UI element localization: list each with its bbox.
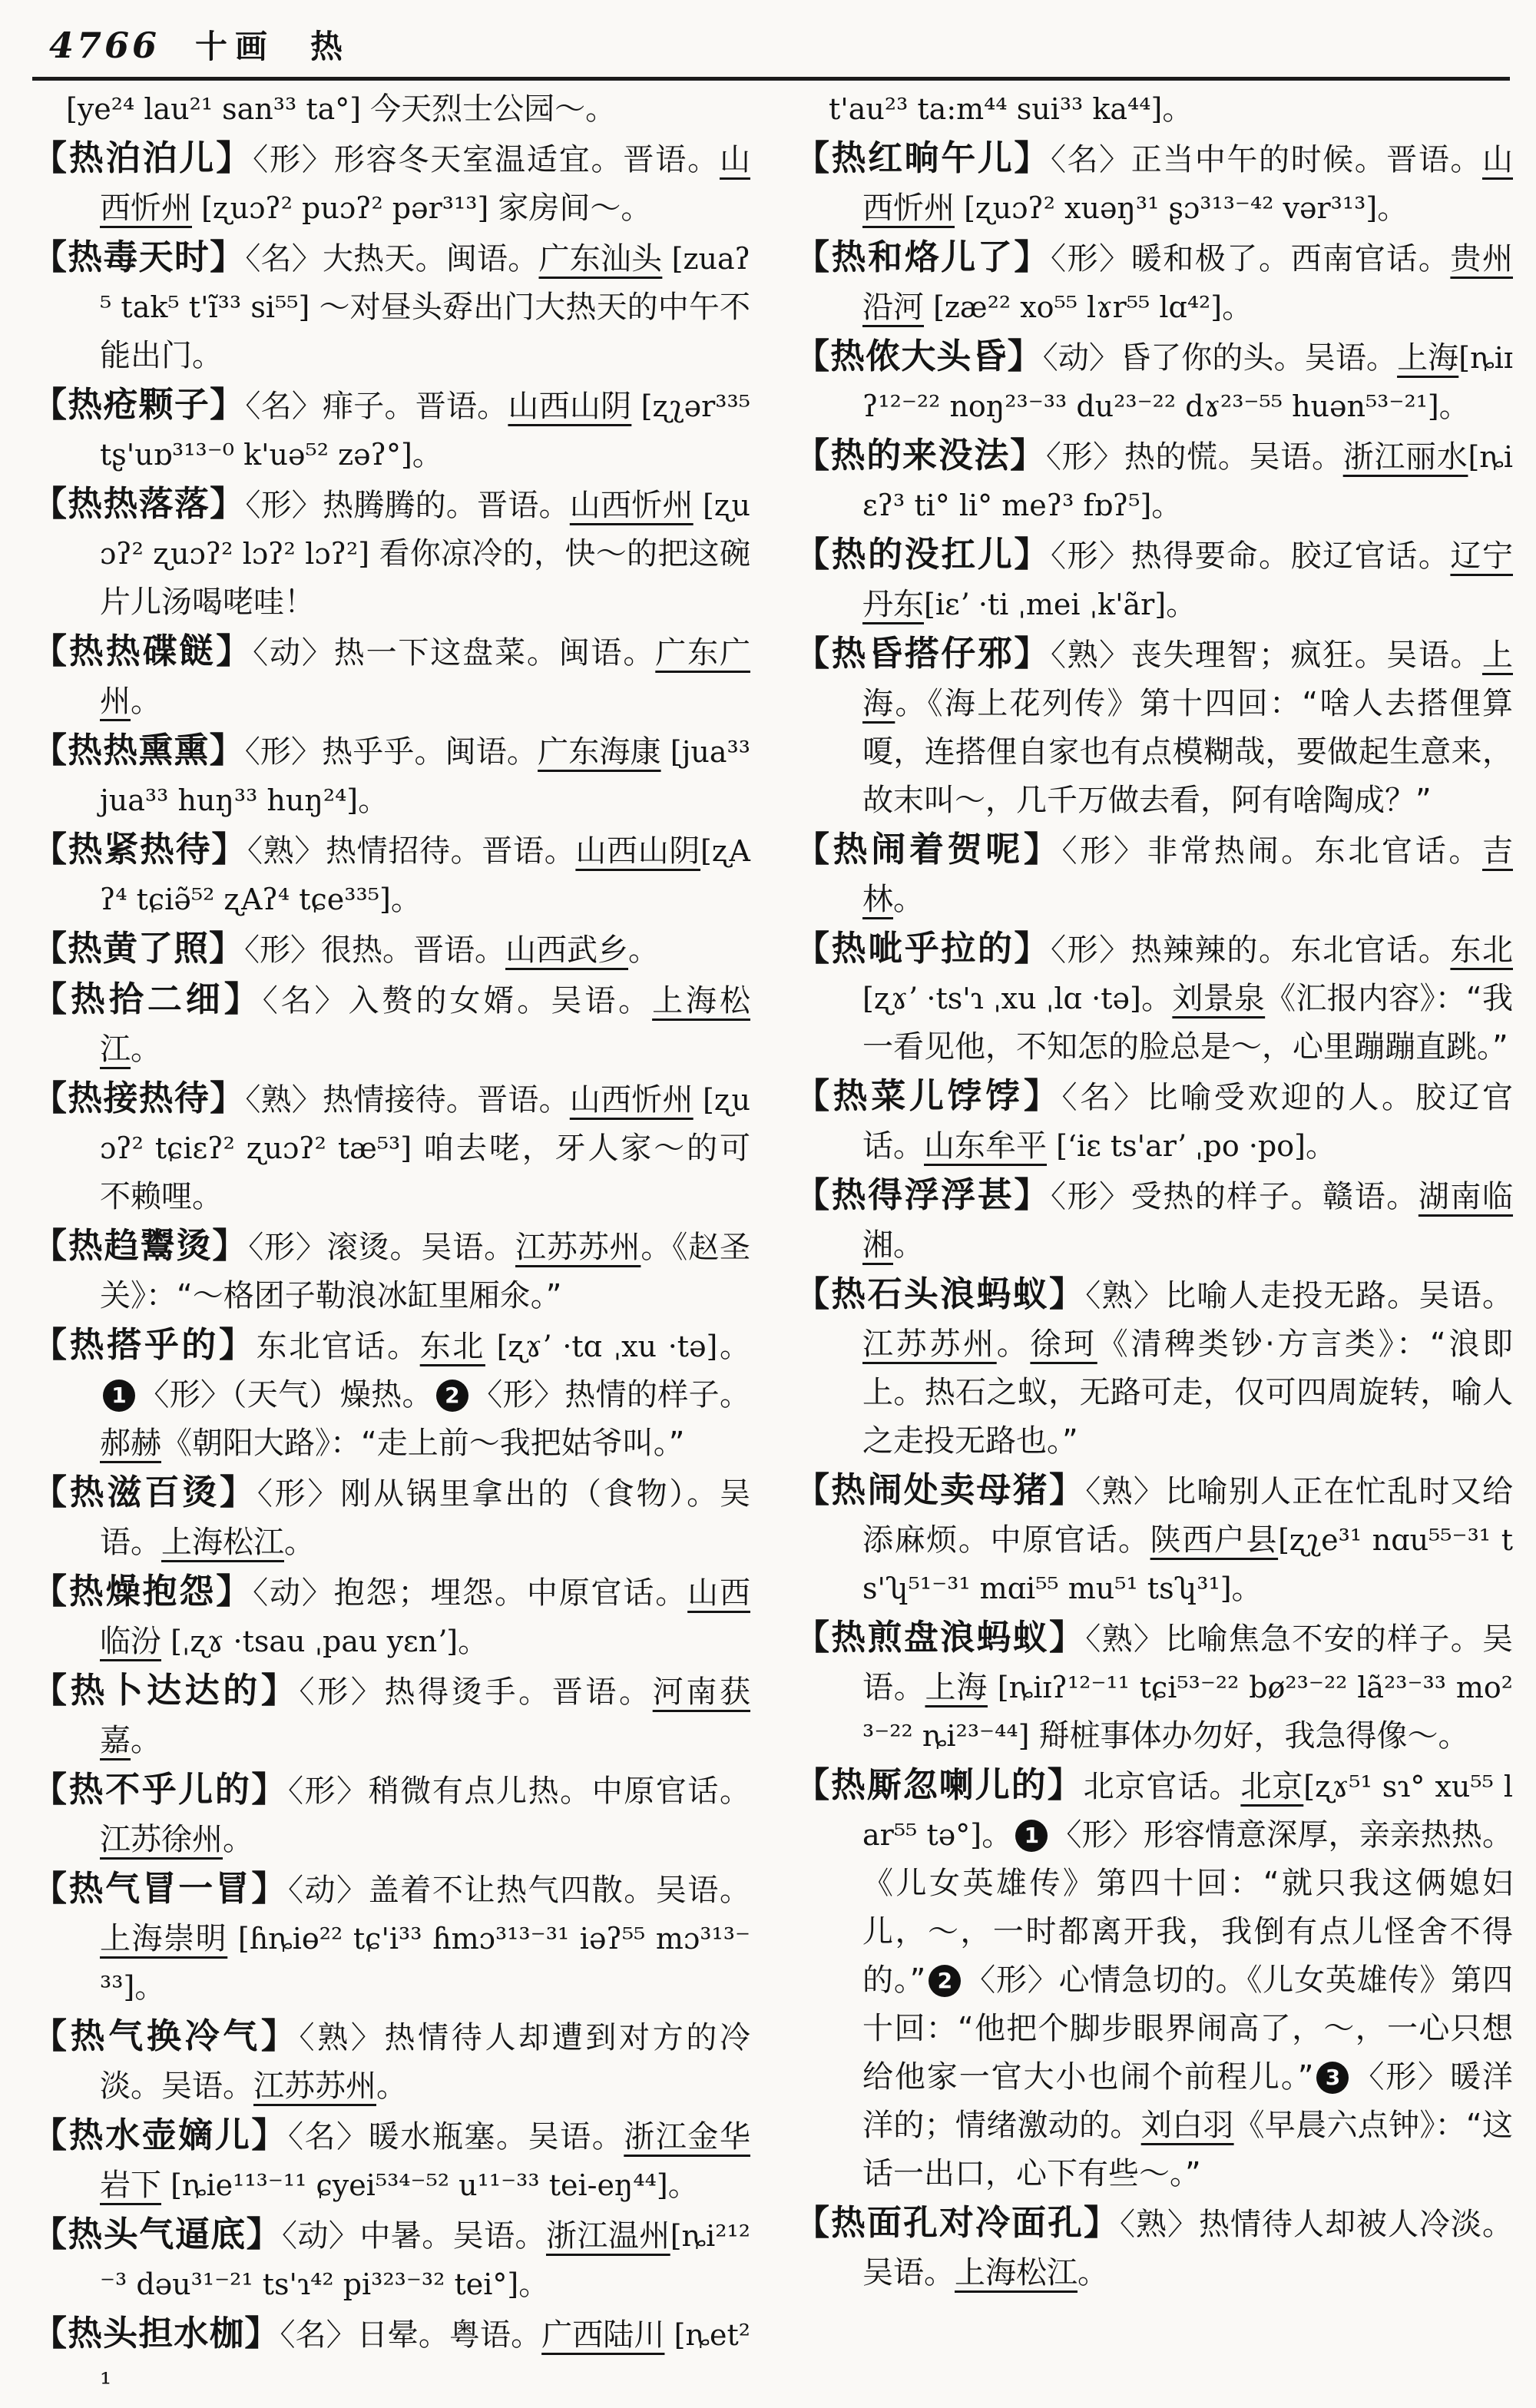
- dictionary-entry: [32, 380, 750, 479]
- entry-headword: 【热搭乎的】: [32, 1324, 257, 1365]
- entry-definition-text: 。: [412, 437, 443, 472]
- entry-place-name: 山西山阴: [575, 833, 701, 869]
- entry-definition-text: 。: [131, 1032, 161, 1067]
- entry-ipa-transcription: [ʐʅe³¹ nɑu⁵⁵⁻³¹ ts'ʮ⁵¹⁻³¹ mɑi⁵⁵ mu⁵¹ tsʮ³¹]: [862, 1523, 1514, 1605]
- entry-definition-text: 〈动〉中暑。吴语。: [282, 2218, 546, 2254]
- entry-definition-text: 〈名〉痱子。晋语。: [245, 389, 508, 424]
- entry-place-name: 山西忻州: [100, 142, 750, 226]
- entry-definition-text: 。: [667, 2168, 699, 2203]
- entry-definition-text: 〈形〉（天气）燥热。: [138, 1377, 433, 1413]
- stroke-section-label: 十画: [195, 28, 276, 65]
- entry-definition-text: 。: [893, 882, 924, 917]
- entry-place-name: 上海松江: [955, 2255, 1078, 2290]
- entry-definition-text: 搿桩事体办勿好，我急得像～。: [1038, 1718, 1469, 1754]
- entry-definition-text: 。: [134, 1969, 166, 2005]
- dictionary-entry: [795, 332, 1513, 431]
- entry-place-name: 江苏苏州: [862, 1327, 997, 1362]
- entry-definition-text: 〈熟〉热情招待。晋语。: [247, 833, 576, 869]
- circled-sense-number: 1: [103, 1380, 135, 1412]
- entry-headword: 【热菜儿饽饽】: [795, 1075, 1062, 1116]
- dictionary-entry: [32, 1765, 750, 1864]
- header-rule: [32, 77, 1510, 81]
- entry-definition-text: 《朝阳大路》：“走上前～我把姑爷叫。”: [161, 1426, 685, 1461]
- dictionary-entry: [32, 233, 750, 380]
- entry-definition-text: 〈形〉热腾腾的。晋语。: [245, 488, 570, 523]
- entry-definition-text: 〈形〉热辣辣的。东北官话。: [1051, 932, 1451, 968]
- entry-ipa-transcription: [ȵiɪʔ¹²⁻²² noŋ²³⁻³³ du²³⁻²² dɤ²³⁻⁵⁵ huən⁵³⁻²¹]: [862, 341, 1514, 423]
- entry-definition-text: 〈动〉盖着不让热气四散。吴语。: [288, 1873, 750, 1908]
- entry-definition-text: 〈名〉暖水瓶塞。吴语。: [288, 2119, 624, 2155]
- entry-definition-text: 〈形〉热的慌。吴语。: [1045, 439, 1343, 475]
- entry-place-name: 刘景泉: [1172, 981, 1266, 1016]
- entry-ipa-transcription: [iɛʼ ·ti ˌmei ˌk'ãr]: [924, 588, 1167, 621]
- dictionary-entry: [795, 1072, 1513, 1171]
- entry-definition-text: 。: [628, 932, 660, 968]
- entry-place-name: 刘白羽: [1140, 2108, 1234, 2143]
- entry-definition-text: 〈名〉日晕。粤语。: [280, 2317, 542, 2353]
- entry-place-name: 东北: [1450, 932, 1513, 968]
- entry-ipa-transcription: [zæ²² xo⁵⁵ lɤr⁵⁵ lɑ⁴²]: [924, 290, 1223, 324]
- entry-headword: 【热煎盘浪蚂蚁】: [795, 1617, 1086, 1658]
- entry-ipa-transcription: [ʐʅər³³⁵ tʂ'uɒ³¹³⁻⁰ k'uə⁵² zəʔ°]: [100, 389, 751, 472]
- dictionary-entry: [32, 975, 750, 1074]
- circled-sense-number: 3: [1316, 2062, 1349, 2094]
- entry-headword: 【热拾二细】: [32, 979, 263, 1019]
- entry-definition-text: 〈形〉热乎乎。闽语。: [244, 734, 538, 770]
- entry-ipa-transcription: [ȵi²¹²⁻³ dəu³¹⁻²¹ ts'ɿ⁴² pi³²³⁻³² tei°]: [100, 2219, 750, 2301]
- entry-place-name: 上海: [925, 1670, 988, 1705]
- left-column: [32, 85, 750, 2408]
- entry-definition-text: 。《海上花列传》第十四回：“啥人去搭俚算嗄，连搭俚自家也有点模糊哉，要做起生意来，故末叫～，几千万做去看，阿有啥陶成？”: [862, 686, 1514, 818]
- entry-definition-text: 。: [1078, 2255, 1108, 2290]
- entry-ipa-transcription: [ʐɤʼ ·tɑ ˌxu ·tə]: [485, 1330, 718, 1363]
- entry-headword: 【热的没扛儿】: [795, 534, 1051, 575]
- entry-definition-text: 。《赵圣关》：“～格团子勒浪冰缸里厢氽。”: [100, 1230, 751, 1313]
- entry-definition-text: 〈形〉滚烫。吴语。: [248, 1230, 515, 1265]
- entry-definition-text: 。: [1231, 1571, 1263, 1606]
- entry-definition-text: 〈形〉热得要命。胶辽官话。: [1051, 538, 1451, 574]
- circled-sense-number: 2: [929, 1965, 961, 1997]
- entry-place-name: 河南获嘉: [100, 1674, 751, 1758]
- entry-headword: 【热滋百烫】: [32, 1472, 257, 1512]
- entry-headword: 【热紧热待】: [32, 829, 248, 869]
- dictionary-entry: [795, 1270, 1513, 1466]
- dictionary-entry: [795, 1171, 1513, 1270]
- entry-definition-text: 。: [893, 1227, 924, 1263]
- entry-headword: 【热和烙儿了】: [795, 237, 1051, 277]
- entry-definition-text: 〈名〉入赘的女婿。吴语。: [262, 983, 653, 1019]
- dictionary-entry: [32, 1320, 750, 1468]
- entry-place-name: 山西临汾: [100, 1575, 750, 1659]
- section-character: 热: [310, 28, 351, 65]
- entry-headword: 【热呲乎拉的】: [795, 928, 1051, 969]
- entry-ipa-transcription: [zuaʔ⁵ tak⁵ t'ĩ³³ si⁵⁵]: [100, 242, 751, 324]
- dictionary-entry: [32, 2210, 750, 2309]
- entry-place-name: 上海: [1397, 340, 1459, 376]
- entry-definition-text: 〈形〉刚从锅里拿出的（食物）。吴语。: [100, 1476, 750, 1560]
- entry-definition-text: 〈形〉热情的样子。: [471, 1377, 751, 1413]
- entry-place-name: 山西忻州: [569, 488, 694, 523]
- entry-ipa-transcription: t'au²³ ta:m⁴⁴ sui³³ ka⁴⁴]: [829, 92, 1163, 126]
- entry-headword: 【热不乎儿的】: [32, 1769, 288, 1810]
- entry-ipa-transcription: [ʐuɔʔ² ʐuɔʔ² lɔʔ² lɔʔ²]: [100, 489, 750, 571]
- dictionary-entry: [32, 2012, 750, 2111]
- page-header: [32, 22, 1513, 66]
- entry-definition-text: 。: [458, 1624, 489, 1659]
- entry-definition-text: 今天烈士公园～。: [370, 91, 617, 127]
- dictionary-entry: [795, 2198, 1513, 2297]
- entry-definition-text: 北京官话。: [1083, 1769, 1241, 1804]
- entry-headword: 【热燥抱怨】: [32, 1571, 253, 1611]
- entry-ipa-transcription: [ȵiɛʔ³ ti° li° meʔ³ fɒʔ⁵]: [862, 440, 1514, 522]
- entry-definition-text: 。: [131, 684, 161, 719]
- entry-place-name: 山西武乡: [505, 932, 629, 968]
- dictionary-entry: [795, 825, 1513, 924]
- entry-definition-text: 。: [358, 783, 389, 818]
- entry-definition-text: 。: [996, 1327, 1031, 1362]
- entry-headword: 【热热碟餸】: [32, 631, 253, 671]
- entry-definition-text: 。: [1151, 488, 1183, 523]
- dictionary-entry: [32, 1666, 750, 1765]
- entry-headword: 【热头担水枷】: [32, 2313, 280, 2353]
- entry-definition-text: 〈动〉热一下这盘菜。闽语。: [253, 635, 656, 671]
- entry-headword: 【热水壶嫡儿】: [32, 2115, 288, 2155]
- right-column: [795, 85, 1513, 2297]
- entry-definition-text: 看你凉冷的，快～的把这碗片儿汤喝咾哇！: [100, 536, 751, 620]
- entry-place-name: 上海: [862, 638, 1513, 721]
- entry-headword: 【热疮颗子】: [32, 384, 246, 425]
- circled-sense-number: 1: [1015, 1820, 1048, 1852]
- entry-definition-text: 家房间～。: [498, 190, 652, 226]
- entry-ipa-transcription: [ʻiɛ ts'arʼ ˌpo ·po]: [1047, 1129, 1306, 1163]
- circled-sense-number: 2: [436, 1380, 468, 1412]
- entry-definition-text: 〈名〉正当中午的时候。晋语。: [1051, 142, 1482, 177]
- entry-headword: 【热泊泊儿】: [32, 137, 253, 178]
- entry-ipa-transcription: [ʐuɔʔ² puɔʔ² pər³¹³]: [192, 191, 498, 225]
- entry-continuation: [795, 85, 1513, 134]
- entry-definition-text: 〈形〉形容冬天室温适宜。晋语。: [253, 142, 720, 177]
- entry-definition-text: 东北官话。: [256, 1329, 420, 1364]
- entry-place-name: 广东汕头: [538, 241, 663, 277]
- entry-definition-text: 。: [1166, 587, 1197, 622]
- entry-definition-text: 。: [717, 1329, 750, 1364]
- entry-place-name: 广东广州: [100, 635, 750, 719]
- entry-definition-text: 。: [390, 882, 422, 917]
- entry-place-name: 郝赫: [100, 1426, 161, 1461]
- entry-definition-text: 。: [518, 2267, 550, 2302]
- entry-ipa-transcription: [ʐɤ⁵¹ sɿ° xu⁵⁵ lar⁵⁵ tə°]: [862, 1770, 1513, 1852]
- entry-place-name: 浙江金华岩下: [100, 2119, 750, 2203]
- entry-definition-text: 〈形〉心情急切的。《儿女英雄传》第四十回：“他把个脚步眼界闹高了，～，一心只想给他家一官大小也闹个前程儿。”: [862, 1963, 1513, 2095]
- entry-place-name: 贵州沿河: [862, 241, 1513, 325]
- entry-definition-text: 《早晨六点钟》：“这话一出口，心下有些～。”: [862, 2108, 1514, 2191]
- entry-place-name: 山东牟平: [924, 1128, 1047, 1164]
- entry-definition-text: 。: [131, 1723, 161, 1758]
- entry-place-name: 上海松江: [100, 983, 750, 1067]
- dictionary-entry: [32, 1074, 750, 1221]
- dictionary-entry: [795, 1760, 1513, 2198]
- entry-definition-text: 〈形〉暖和极了。西南官话。: [1051, 241, 1451, 277]
- entry-definition-text: 〈形〉暖洋洋的；情绪激动的。: [862, 2059, 1513, 2143]
- entry-headword: 【热卜达达的】: [32, 1670, 300, 1711]
- text-columns: [32, 85, 1513, 2408]
- dictionary-entry: [32, 627, 750, 726]
- dictionary-entry: [32, 2309, 750, 2408]
- entry-definition-text: 。: [1438, 389, 1470, 424]
- entry-headword: 【热石头浪蚂蚁】: [795, 1274, 1086, 1314]
- entry-definition-text: 。: [982, 1817, 1013, 1853]
- entry-headword: 【热接热待】: [32, 1078, 246, 1118]
- entry-definition-text: 〈动〉昏了你的头。吴语。: [1042, 340, 1398, 376]
- entry-ipa-transcription: [ʐAʔ⁴ tɕiə̃⁵² ʐAʔ⁴ tɕe³³⁵]: [100, 834, 750, 916]
- entry-place-name: 浙江丽水: [1342, 439, 1468, 475]
- entry-headword: 【热热熏熏】: [32, 730, 245, 770]
- entry-headword: 【热侬大头昏】: [795, 336, 1043, 376]
- entry-place-name: 广东海康: [538, 734, 661, 770]
- entry-headword: 【热气换冷气】: [32, 2015, 300, 2056]
- entry-definition-text: 咱去咾，牙人家～的可不赖哩。: [100, 1131, 751, 1214]
- entry-definition-text: 〈形〉很热。晋语。: [244, 932, 506, 968]
- entry-place-name: 吉林: [862, 833, 1513, 917]
- entry-place-name: 山西忻州: [862, 142, 1513, 226]
- entry-definition-text: 。: [1305, 1128, 1336, 1164]
- dictionary-entry: [795, 233, 1513, 332]
- entry-headword: 【热的来没法】: [795, 435, 1046, 475]
- entry-ipa-transcription: [ʐuɔʔ² xuəŋ³¹ ʂɔ³¹³⁻⁴² vər³¹³]: [955, 191, 1378, 225]
- entry-definition-text: 。: [1162, 91, 1193, 127]
- entry-ipa-transcription: [ȵiɪʔ¹²⁻¹¹ tɕi⁵³⁻²² bø²³⁻²² lã²³⁻³³ mo²³⁻²² ȵi²³⁻⁴⁴]: [862, 1671, 1514, 1753]
- entry-definition-text: 〈名〉大热天。闽语。: [245, 241, 539, 277]
- entry-headword: 【热红晌午儿】: [795, 137, 1051, 178]
- entry-definition-text: 。: [223, 1822, 253, 1857]
- entry-definition-text: 〈熟〉热情接待。晋语。: [245, 1082, 570, 1118]
- page-number: 4766: [49, 25, 161, 66]
- entry-definition-text: 〈形〉热得烫手。晋语。: [299, 1674, 653, 1710]
- entry-place-name: 江苏徐州: [100, 1822, 223, 1857]
- entry-definition-text: 。: [1377, 190, 1409, 226]
- entry-definition-text: 〈熟〉热情待人却遭到对方的冷淡。吴语。: [100, 2020, 750, 2104]
- entry-ipa-transcription: [ˌʐɤ ·tsau ˌpau yɛnʼ]: [161, 1625, 458, 1658]
- dictionary-entry: [32, 1567, 750, 1666]
- dictionary-entry: [32, 726, 750, 825]
- entry-definition-text: 〈名〉比喻受欢迎的人。胶辽官话。: [862, 1080, 1513, 1164]
- dictionary-entry: [32, 924, 750, 975]
- dictionary-entry: [32, 825, 750, 924]
- entry-place-name: 辽宁丹东: [862, 538, 1513, 622]
- entry-definition-text: 《汇报内容》：“我一看见他，不知怎的脸总是～，心里蹦蹦直跳。”: [862, 981, 1514, 1065]
- entry-place-name: 江苏苏州: [253, 2068, 376, 2104]
- entry-place-name: 上海崇明: [100, 1921, 228, 1956]
- entry-headword: 【热头气逼底】: [32, 2214, 283, 2254]
- dictionary-entry: [795, 431, 1513, 530]
- entry-definition-text: 〈熟〉丧失理智；疯狂。吴语。: [1051, 638, 1482, 673]
- entry-headword: 【热热落落】: [32, 483, 246, 524]
- entry-definition-text: 〈形〉受热的样子。赣语。: [1051, 1179, 1418, 1214]
- entry-headword: 【热面孔对冷面孔】: [795, 2202, 1120, 2243]
- entry-ipa-transcription: [ye²⁴ lau²¹ san³³ ta°]: [66, 92, 371, 126]
- entry-definition-text: 。: [376, 2068, 407, 2104]
- entry-definition-text: 〈熟〉比喻别人正在忙乱时又给添麻烦。中原官话。: [862, 1474, 1513, 1558]
- entry-place-name: 山西忻州: [569, 1082, 694, 1118]
- entry-ipa-transcription: [ʐuɔʔ² tɕiɛʔ² ʐuɔʔ² tæ⁵³]: [100, 1083, 750, 1165]
- dictionary-entry: [32, 134, 750, 233]
- entry-ipa-transcription: [jua³³ jua³³ huŋ³³ huŋ²⁴]: [100, 735, 750, 817]
- dictionary-entry: [32, 2111, 750, 2210]
- entry-definition-text: 。: [284, 1525, 315, 1560]
- entry-definition-text: ～对昼头孬出门大热天的中午不能出门。: [100, 290, 750, 373]
- dictionary-entry: [795, 134, 1513, 233]
- dictionary-entry: [795, 924, 1513, 1072]
- entry-place-name: 北京: [1240, 1769, 1304, 1804]
- entry-definition-text: 〈形〉稍微有点儿热。中原官话。: [288, 1774, 750, 1809]
- entry-definition-text: 〈熟〉比喻人走投无路。吴语。: [1085, 1278, 1513, 1313]
- entry-place-name: 湖南临湘: [862, 1179, 1514, 1263]
- entry-headword: 【热厮忽喇儿的】: [795, 1764, 1084, 1805]
- dictionary-entry: [795, 1613, 1513, 1760]
- dictionary-entry: [795, 1466, 1513, 1613]
- dictionary-entry: [32, 479, 750, 627]
- entry-place-name: 山西山阴: [508, 389, 632, 424]
- entry-definition-text: 〈动〉抱怨；埋怨。中原官话。: [253, 1575, 688, 1611]
- dictionary-entry: [32, 1864, 750, 2012]
- entry-definition-text: 〈形〉形容情意深厚，亲亲热热。《儿女英雄传》第四十回：“就只我这俩媳妇儿，～，一时都离开我，我倒有点儿怪舍不得的。”: [862, 1817, 1514, 1998]
- entry-definition-text: 〈形〉非常热闹。东北官话。: [1061, 833, 1482, 869]
- entry-definition-text: 〈熟〉比喻焦急不安的样子。吴语。: [862, 1621, 1513, 1705]
- dictionary-entry: [795, 629, 1513, 825]
- entry-ipa-transcription: [ʐɤʼ ·ts'ɿ ˌxu ˌlɑ ·tə]: [862, 982, 1141, 1015]
- entry-place-name: 陕西户县: [1150, 1522, 1279, 1558]
- entry-headword: 【热毒天时】: [32, 237, 246, 277]
- entry-place-name: 上海松江: [161, 1525, 284, 1560]
- entry-definition-text: 《清稗类钞·方言类》：“浪即上。热石之蚁，无路可走，仅可四周旋转，喻人之走投无路也。”: [862, 1327, 1514, 1459]
- entry-headword: 【热闹处卖母猪】: [795, 1469, 1086, 1510]
- dictionary-entry: [32, 1468, 750, 1567]
- dictionary-entry: [32, 1221, 750, 1320]
- entry-headword: 【热得浮浮甚】: [795, 1174, 1051, 1215]
- entry-place-name: 徐珂: [1030, 1327, 1097, 1362]
- entry-ipa-transcription: [ɦȵiɵ²² tɕ'i³³ ɦmɔ³¹³⁻³¹ iəʔ⁵⁵ mɔ³¹³⁻³³]: [100, 1922, 750, 2004]
- entry-headword: 【热黄了照】: [32, 928, 245, 969]
- entry-definition-text: 〈熟〉热情待人却被人冷淡。吴语。: [862, 2207, 1513, 2290]
- entry-continuation: [32, 85, 750, 134]
- dictionary-entry: [795, 530, 1513, 629]
- entry-ipa-transcription: [ȵet²¹: [100, 2318, 751, 2400]
- entry-definition-text: 。: [1222, 290, 1253, 325]
- entry-place-name: 东北: [419, 1329, 485, 1364]
- entry-ipa-transcription: [ȵie¹¹³⁻¹¹ ɕyei⁵³⁴⁻⁵² u¹¹⁻³³ tei-eŋ⁴⁴]: [161, 2168, 668, 2202]
- entry-place-name: 广西陆川: [541, 2317, 665, 2353]
- entry-headword: 【热昏搭仔邪】: [795, 633, 1051, 674]
- entry-headword: 【热趋鬻烫】: [32, 1225, 249, 1266]
- entry-headword: 【热气冒一冒】: [32, 1868, 288, 1909]
- entry-place-name: 江苏苏州: [515, 1230, 641, 1265]
- entry-place-name: 浙江温州: [545, 2218, 670, 2254]
- entry-headword: 【热闹着贺呢】: [795, 829, 1062, 869]
- entry-definition-text: 。: [1140, 981, 1173, 1016]
